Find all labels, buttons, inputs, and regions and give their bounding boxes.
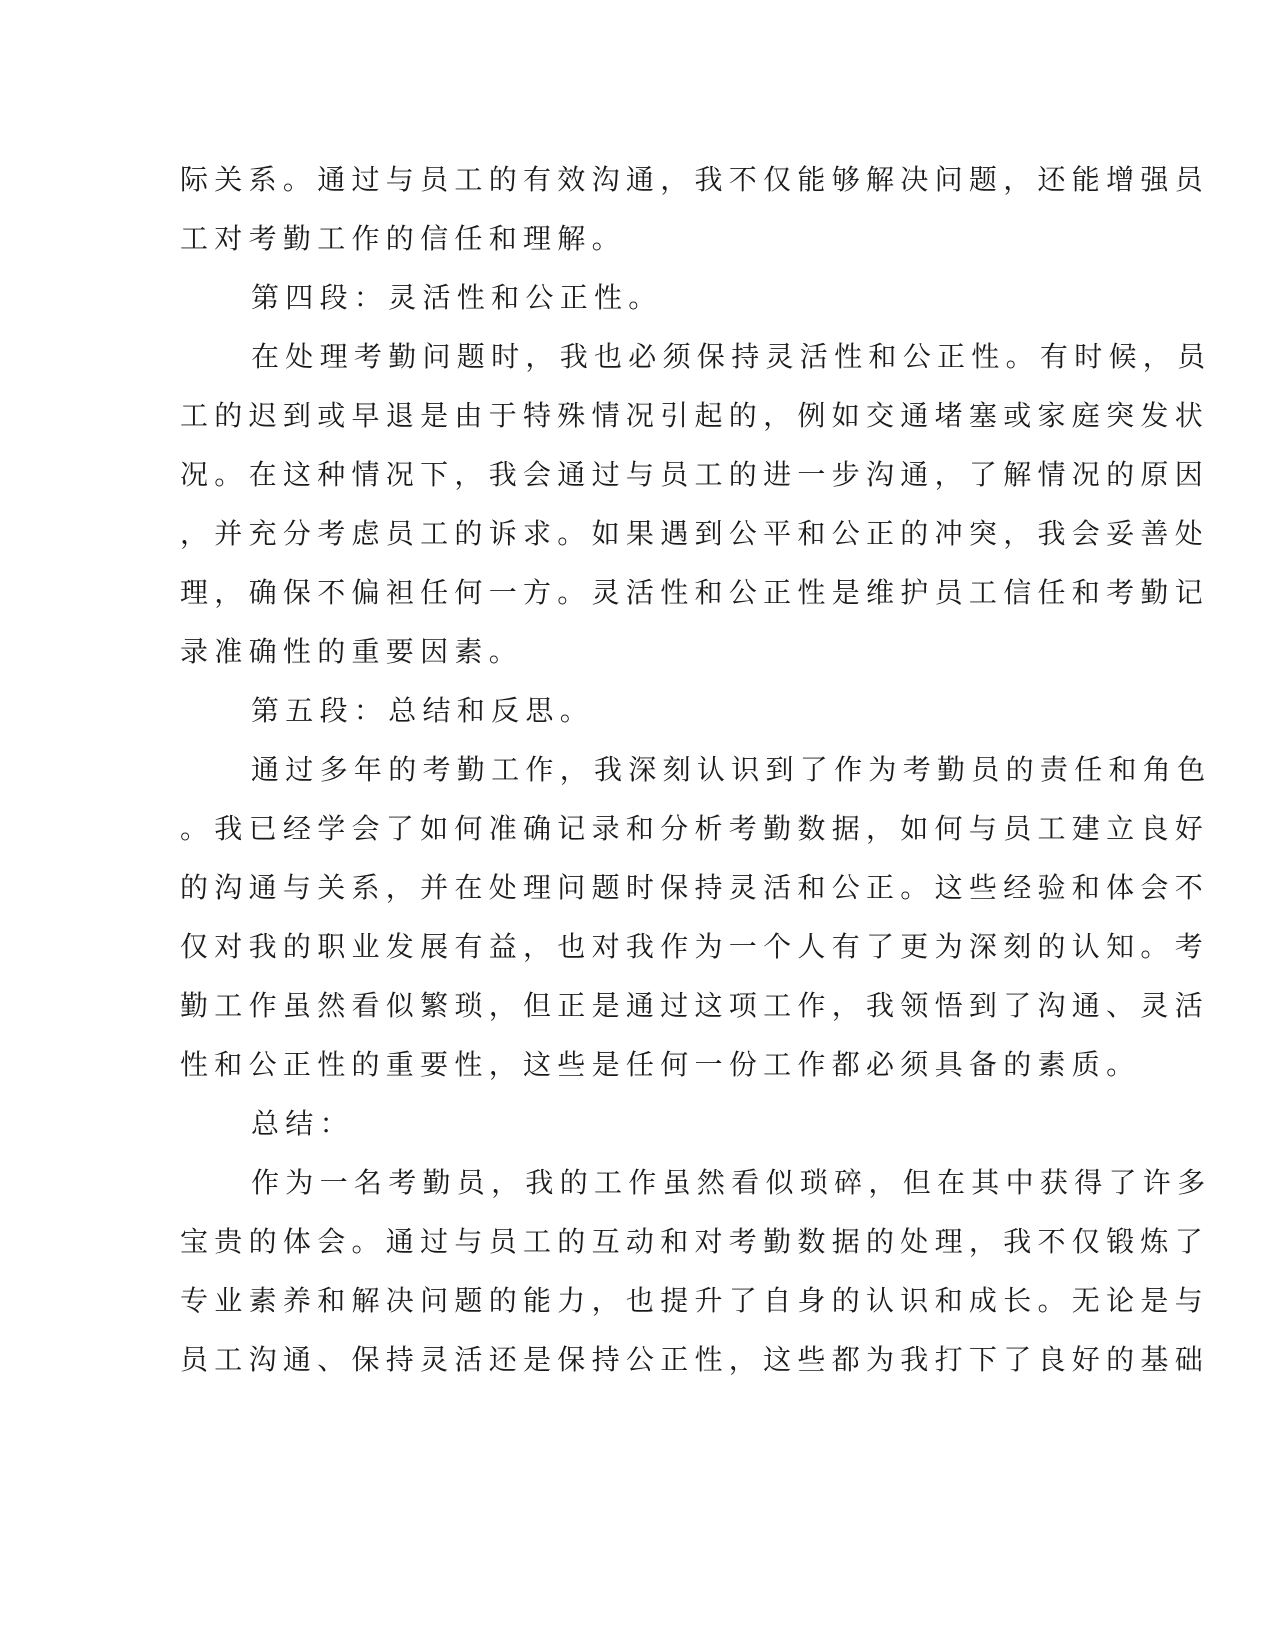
text-line: 通过多年的考勤工作，我深刻认识到了作为考勤员的责任和角色 [251,753,1212,786]
text-line: 在处理考勤问题时，我也必须保持灵活性和公正性。有时候，员 [251,340,1212,373]
text-line: 专业素养和解决问题的能力，也提升了自身的认识和成长。无论是与 [180,1284,1210,1317]
text-line: 际关系。通过与员工的有效沟通，我不仅能够解决问题，还能增强员 [180,163,1210,196]
text-line: 理，确保不偏袒任何一方。灵活性和公正性是维护员工信任和考勤记 [180,576,1210,609]
text-line: 的沟通与关系，并在处理问题时保持灵活和公正。这些经验和体会不 [180,871,1210,904]
text-line: 作为一名考勤员，我的工作虽然看似琐碎，但在其中获得了许多 [251,1166,1212,1199]
section-heading: 第五段：总结和反思。 [251,694,595,727]
section-heading: 总结： [251,1107,354,1140]
text-line: 宝贵的体会。通过与员工的互动和对考勤数据的处理，我不仅锻炼了 [180,1225,1210,1258]
text-line: 勤工作虽然看似繁琐，但正是通过这项工作，我领悟到了沟通、灵活 [180,989,1210,1022]
section-heading: 第四段：灵活性和公正性。 [251,281,663,314]
text-line: ，并充分考虑员工的诉求。如果遇到公平和公正的冲突，我会妥善处 [180,517,1210,550]
text-line: 录准确性的重要因素。 [180,635,524,668]
text-line: 工对考勤工作的信任和理解。 [180,222,626,255]
text-line: 况。在这种情况下，我会通过与员工的进一步沟通，了解情况的原因 [180,458,1210,491]
text-line: 员工沟通、保持灵活还是保持公正性，这些都为我打下了良好的基础 [180,1343,1210,1376]
text-line: 仅对我的职业发展有益，也对我作为一个人有了更为深刻的认知。考 [180,930,1210,963]
text-line: 性和公正性的重要性，这些是任何一份工作都必须具备的素质。 [180,1048,1141,1081]
text-line: 工的迟到或早退是由于特殊情况引起的，例如交通堵塞或家庭突发状 [180,399,1210,432]
text-line: 。我已经学会了如何准确记录和分析考勤数据，如何与员工建立良好 [180,812,1210,845]
